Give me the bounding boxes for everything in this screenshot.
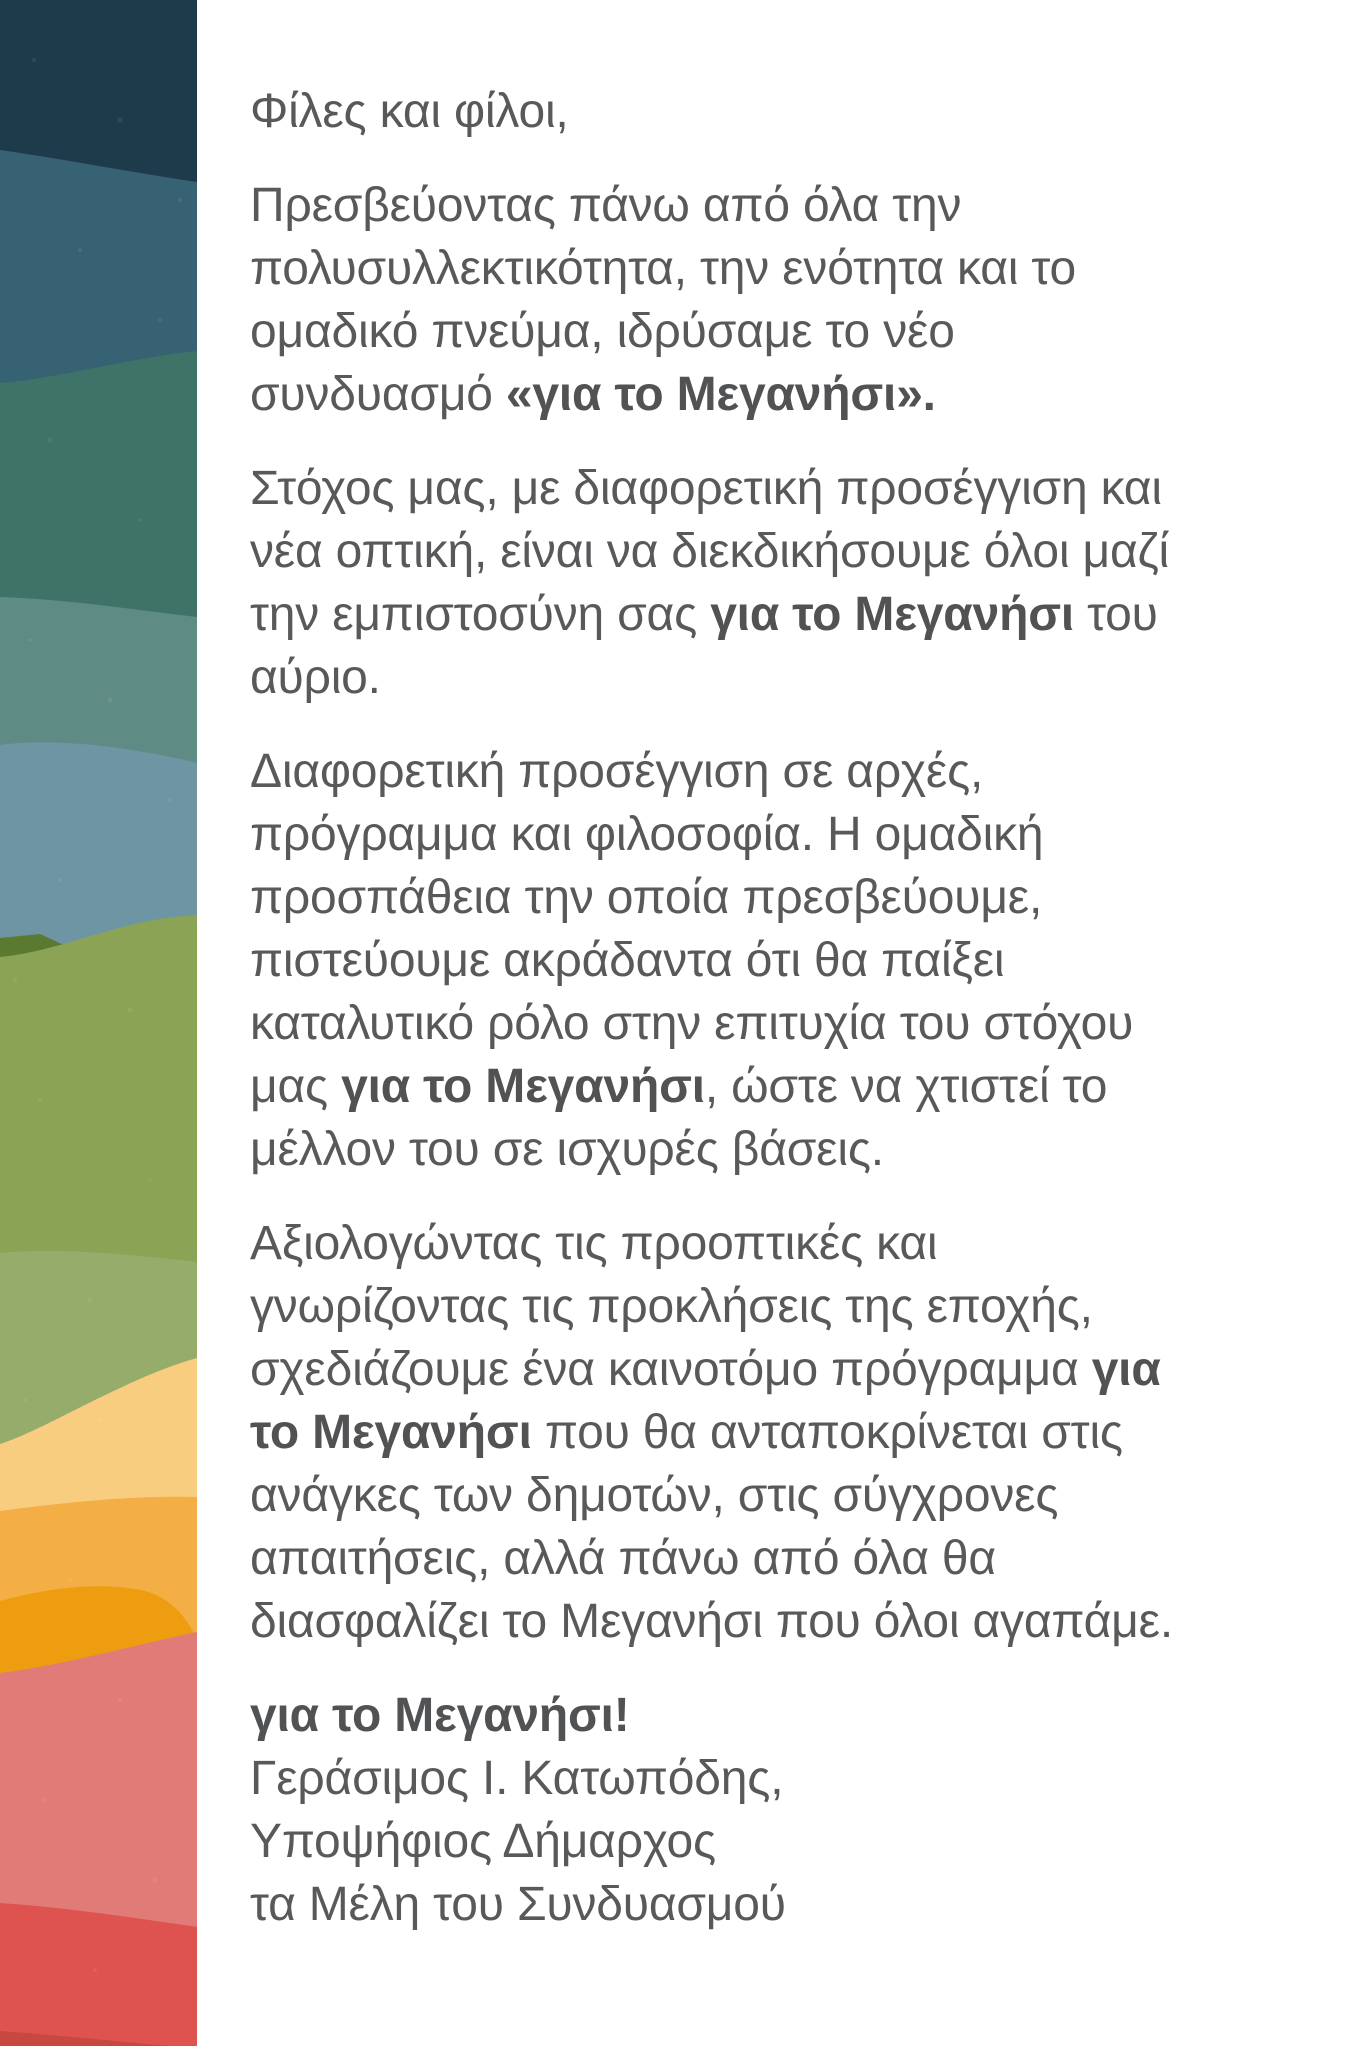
text-run: ομαδικό πνεύμα, ιδρύσαμε το νέο [250, 305, 955, 358]
text-run: Διαφορετική προσέγγιση σε αρχές, [250, 745, 984, 798]
watercolor-waves-graphic [0, 0, 197, 2046]
emphasis-text-run: «για το Μεγανήσι». [505, 368, 936, 421]
text-line [250, 363, 1334, 426]
text-run: πολυσυλλεκτικότητα, την ενότητα και το [250, 242, 1076, 295]
text-run: απαιτήσεις, αλλά πάνω από όλα θα [250, 1532, 996, 1585]
paragraph [250, 740, 1334, 1181]
text-run: την εμπιστοσύνη σας [250, 588, 711, 641]
text-run: που θα ανταποκρίνεται στις [531, 1406, 1123, 1459]
text-line [250, 1464, 1334, 1527]
text-line [250, 646, 1334, 709]
text-line [250, 300, 1334, 363]
text-run: πρόγραμμα και φιλοσοφία. Η ομαδική [250, 808, 1044, 861]
paragraph [250, 457, 1334, 709]
text-run: τα Μέλη του Συνδυασμού [250, 1878, 786, 1931]
text-line [250, 174, 1334, 237]
text-line [250, 1055, 1334, 1118]
text-line [250, 1118, 1334, 1181]
letter-content [197, 0, 1364, 2046]
text-line [250, 1275, 1334, 1338]
text-line [250, 929, 1334, 992]
emphasis-text-run: για το Μεγανήσι [710, 588, 1074, 641]
text-line [250, 237, 1334, 300]
letter-body [250, 80, 1334, 1936]
text-run: σχεδιάζουμε ένα καινοτόμο πρόγραμμα [250, 1343, 1092, 1396]
text-run: , ώστε να χτιστεί το [704, 1060, 1108, 1113]
text-run: Πρεσβεύοντας πάνω από όλα την [250, 179, 962, 232]
emphasis-text-run: για [1091, 1343, 1161, 1396]
text-line [250, 866, 1334, 929]
text-run: Στόχος μας, με διαφορετική προσέγγιση και [250, 462, 1162, 515]
text-line [250, 1810, 1334, 1873]
text-run: μας [250, 1060, 342, 1113]
text-run: διασφαλίζει το Μεγανήσι που όλοι αγαπάμε. [250, 1595, 1173, 1648]
paragraph [250, 1212, 1334, 1653]
text-line [250, 583, 1334, 646]
text-run: αύριο. [250, 651, 381, 704]
text-line [250, 1338, 1334, 1401]
emphasis-text-run: το Μεγανήσι [250, 1406, 532, 1459]
text-run: μέλλον του σε ισχυρές βάσεις. [250, 1123, 884, 1176]
paragraph [250, 1684, 1334, 1936]
text-line [250, 1747, 1334, 1810]
text-line [250, 1873, 1334, 1936]
wave-band-red [0, 1903, 197, 2046]
text-line [250, 457, 1334, 520]
text-run: προσπάθεια την οποία πρεσβεύουμε, [250, 871, 1043, 924]
emphasis-text-run: για το Μεγανήσι! [250, 1689, 630, 1742]
emphasis-text-run: για το Μεγανήσι [341, 1060, 705, 1113]
text-line [250, 740, 1334, 803]
text-run: καταλυτικό ρόλο στην επιτυχία του στόχου [250, 997, 1134, 1050]
paragraph [250, 80, 1334, 143]
text-run: του [1073, 588, 1158, 641]
text-line [250, 1684, 1334, 1747]
text-line [250, 803, 1334, 866]
text-line [250, 80, 1334, 143]
text-run: γνωρίζοντας τις προκλήσεις της εποχής, [250, 1280, 1093, 1333]
text-run: συνδυασμό [250, 368, 506, 421]
text-run: Φίλες και φίλοι, [250, 85, 569, 138]
text-run: νέα οπτική, είναι να διεκδικήσουμε όλοι μαζί [250, 525, 1169, 578]
text-line [250, 1401, 1334, 1464]
text-run: πιστεύουμε ακράδαντα ότι θα παίξει [250, 934, 1005, 987]
text-run: Αξιολογώντας τις προοπτικές και [250, 1217, 938, 1270]
text-line [250, 992, 1334, 1055]
text-line [250, 1212, 1334, 1275]
text-line [250, 1590, 1334, 1653]
decorative-sidebar [0, 0, 197, 2046]
paragraph [250, 174, 1334, 426]
text-run: Υποψήφιος Δήμαρχος [250, 1815, 716, 1868]
text-line [250, 1527, 1334, 1590]
text-run: ανάγκες των δημοτών, στις σύγχρονες [250, 1469, 1059, 1522]
text-run: Γεράσιμος Ι. Κατωπόδης, [250, 1752, 784, 1805]
text-line [250, 520, 1334, 583]
